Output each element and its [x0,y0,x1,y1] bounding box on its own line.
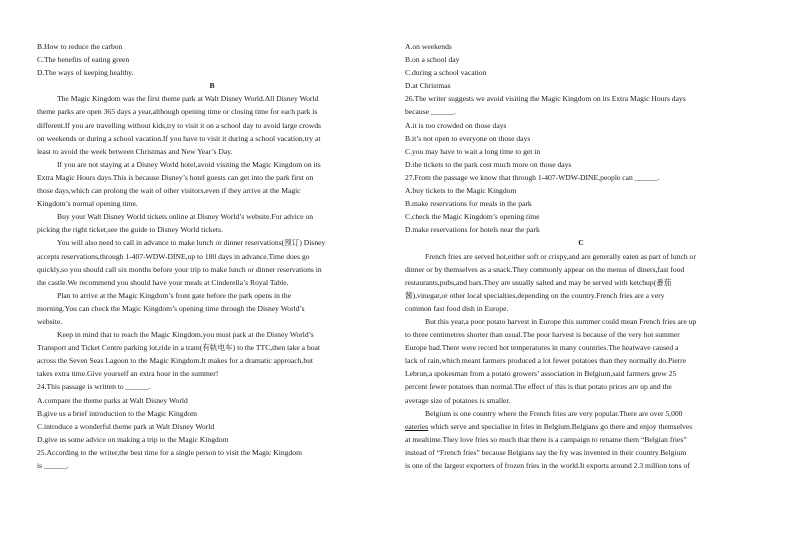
text-line: theme parks are open 365 days a year,although opening time or closing time for each park is [37,107,318,117]
text-line: Transport and Ticket Centre parking lot,ride in a tram(有轨电车) to the TTC,then take a boat [37,343,321,353]
text-line: on weekends or during a school vacation.If you have to visit it during a school vacation,try at [37,133,321,143]
left-column [37,40,387,472]
text-line: the castle.We recommend you should have your meals at Cinderella’s Royal Table. [37,277,289,287]
text-line: percent fewer potatoes than normal.The effect of this is that potato prices are up and the [405,382,672,392]
text-line: because ______. [405,107,456,117]
text-line: Lebrun,a spokesman from a potato growers’ association in Belgium,said farmers grew 25 [405,369,677,379]
text-line: B.give us a brief introduction to the Magic Kingdom [37,408,198,418]
text-line: different.If you are travelling without kids,try to visit it on a school day to avoid large crowds [37,120,322,130]
text-line: A.it is too crowded on those days [405,120,507,130]
section-heading: B [209,81,215,91]
text-line: common fast food dish in Europe. [405,303,509,313]
text-line: B.How to reduce the carbon [37,42,123,51]
text-line: website. [37,316,63,326]
text-line: average size of potatoes is smaller. [405,395,511,405]
text-line: restaurants,pubs,and bars.They are usually salted and may be served with ketchup(番茄 [405,277,672,287]
text-line: D.at Christmas [405,81,451,91]
paragraph-line: Keep in mind that to reach the Magic Kingdom,you must park at the Disney World’s [57,330,314,340]
paragraph-line: If you are not staying at a Disney World hotel,avoid visiting the Magic Kingdom on its [57,159,321,169]
text-line: A.on weekends [405,42,452,51]
text-line: eateries which serve and specialise in fries in Belgium.Belgians go there and enjoy themselves [405,421,693,431]
text-line: 酱),vinegar,or other local specialties,depending on the country.French fries are a very [405,290,665,300]
text-line: least to avoid the week between Christmas and New Year’s Day. [37,146,233,156]
text-line: B.it’s not open to everyone on those days [405,133,531,143]
text-line: D.give us some advice on making a trip to the Magic Kingdom [37,434,229,444]
question-line: 26.The writer suggests we avoid visiting the Magic Kingdom on its Extra Magic Hours days [405,94,686,104]
text-line: D.the tickets to the park cost much more on those days [405,159,572,169]
text-line: A.buy tickets to the Magic Kingdom [405,186,517,196]
text-line: B.on a school day [405,55,460,65]
text-line: C.The benefits of eating green [37,55,130,65]
text-line: D.The ways of keeping healthy. [37,68,134,78]
text-line: Europe had.There were record hot temperatures in many countries.The heatwave caused a [405,343,679,353]
paragraph-line: But this year,a poor potato harvest in Europe this summer could mean French fries are up [425,316,697,326]
text-line: quickly,so you should call six months before your trip to make lunch or dinner reservations in [37,264,322,274]
text-line: is one of the largest exporters of frozen fries in the world.It exports around 2.3 million tons of [405,461,690,470]
question-line: 24.This passage is written to ______. [37,382,151,392]
question-line: 25.According to the writer,the best time for a single person to visit the Magic Kingdom [37,447,302,457]
text-line: across the Seven Seas Lagoon to the Magic Kingdom.It makes for a dramatic approach,but [37,356,314,366]
text-line: those days,which can prolong the wait of other visitors,even if they arrive at the Magic [37,186,301,196]
paragraph-line: Belgium is one country where the French fries are very popular.There are over 5,000 [425,408,683,418]
text-line: C.during a school vacation [405,68,487,78]
paragraph-line: Plan to arrive at the Magic Kingdom’s front gate before the park opens in the [57,290,292,300]
paragraph-line: The Magic Kingdom was the first theme park at Walt Disney World.All Disney World [57,94,319,104]
text-line: B.make reservations for meals in the park [405,199,532,209]
text-line: D.make reservations for hotels near the park [405,225,540,235]
text-line: morning.You can check the Magic Kingdom’s opening time through the Disney World’s [37,303,305,313]
right-column [405,40,757,472]
text-line: lack of rain,which meant farmers produced a lot fewer potatoes than they normally do.Pierre [405,356,687,366]
text-line: instead of “French fries” because Belgians say the fry was invented in their country.Belgium [405,447,687,457]
paragraph-line: French fries are served hot,either soft or crispy,and are generally eaten as part of lunch or [425,251,696,261]
text-line: is ______. [37,461,69,470]
text-line: C.introduce a wonderful theme park at Walt Disney World [37,421,215,431]
text-line: C.check the Magic Kingdom’s opening time [405,212,540,222]
text-line: Extra Magic Hours days.This is because Disney’s hotel guests can get into the park first on [37,172,314,182]
paragraph-line: You will also need to call in advance to make lunch or dinner reservations(预订) Disney [57,238,326,248]
paragraph-line: Buy your Walt Disney World tickets online at Disney World’s website.For advice on [57,212,314,222]
text-line: at mealtime.They love fries so much that there is a campaign to rename them “Belgian fries” [405,434,687,444]
text-line: Kingdom’s normal opening time. [37,199,138,209]
text-line: picking the right ticket,see the guide to Disney World tickets. [37,225,223,235]
text-line: to three centimetres shorter than usual.The poor harvest is because of the very hot summer [405,330,680,340]
text-line: takes extra time.Give yourself an extra hour in the summer! [37,369,219,379]
underlined-word: eateries [405,421,429,431]
text-line: A.compare the theme parks at Walt Disney World [37,395,188,405]
question-line: 27.From the passage we know that through 1-407-WDW-DINE,people can ______. [405,172,660,182]
section-heading: C [578,238,584,248]
text-line: accepts reservations,through 1-407-WDW-DINE,up to 180 days in advance.Time does go [37,251,310,261]
text-line: C.you may have to wait a long time to get in [405,146,541,156]
text-line: dinner or by themselves as a snack.They commonly appear on the menus of diners,fast food [405,264,685,274]
